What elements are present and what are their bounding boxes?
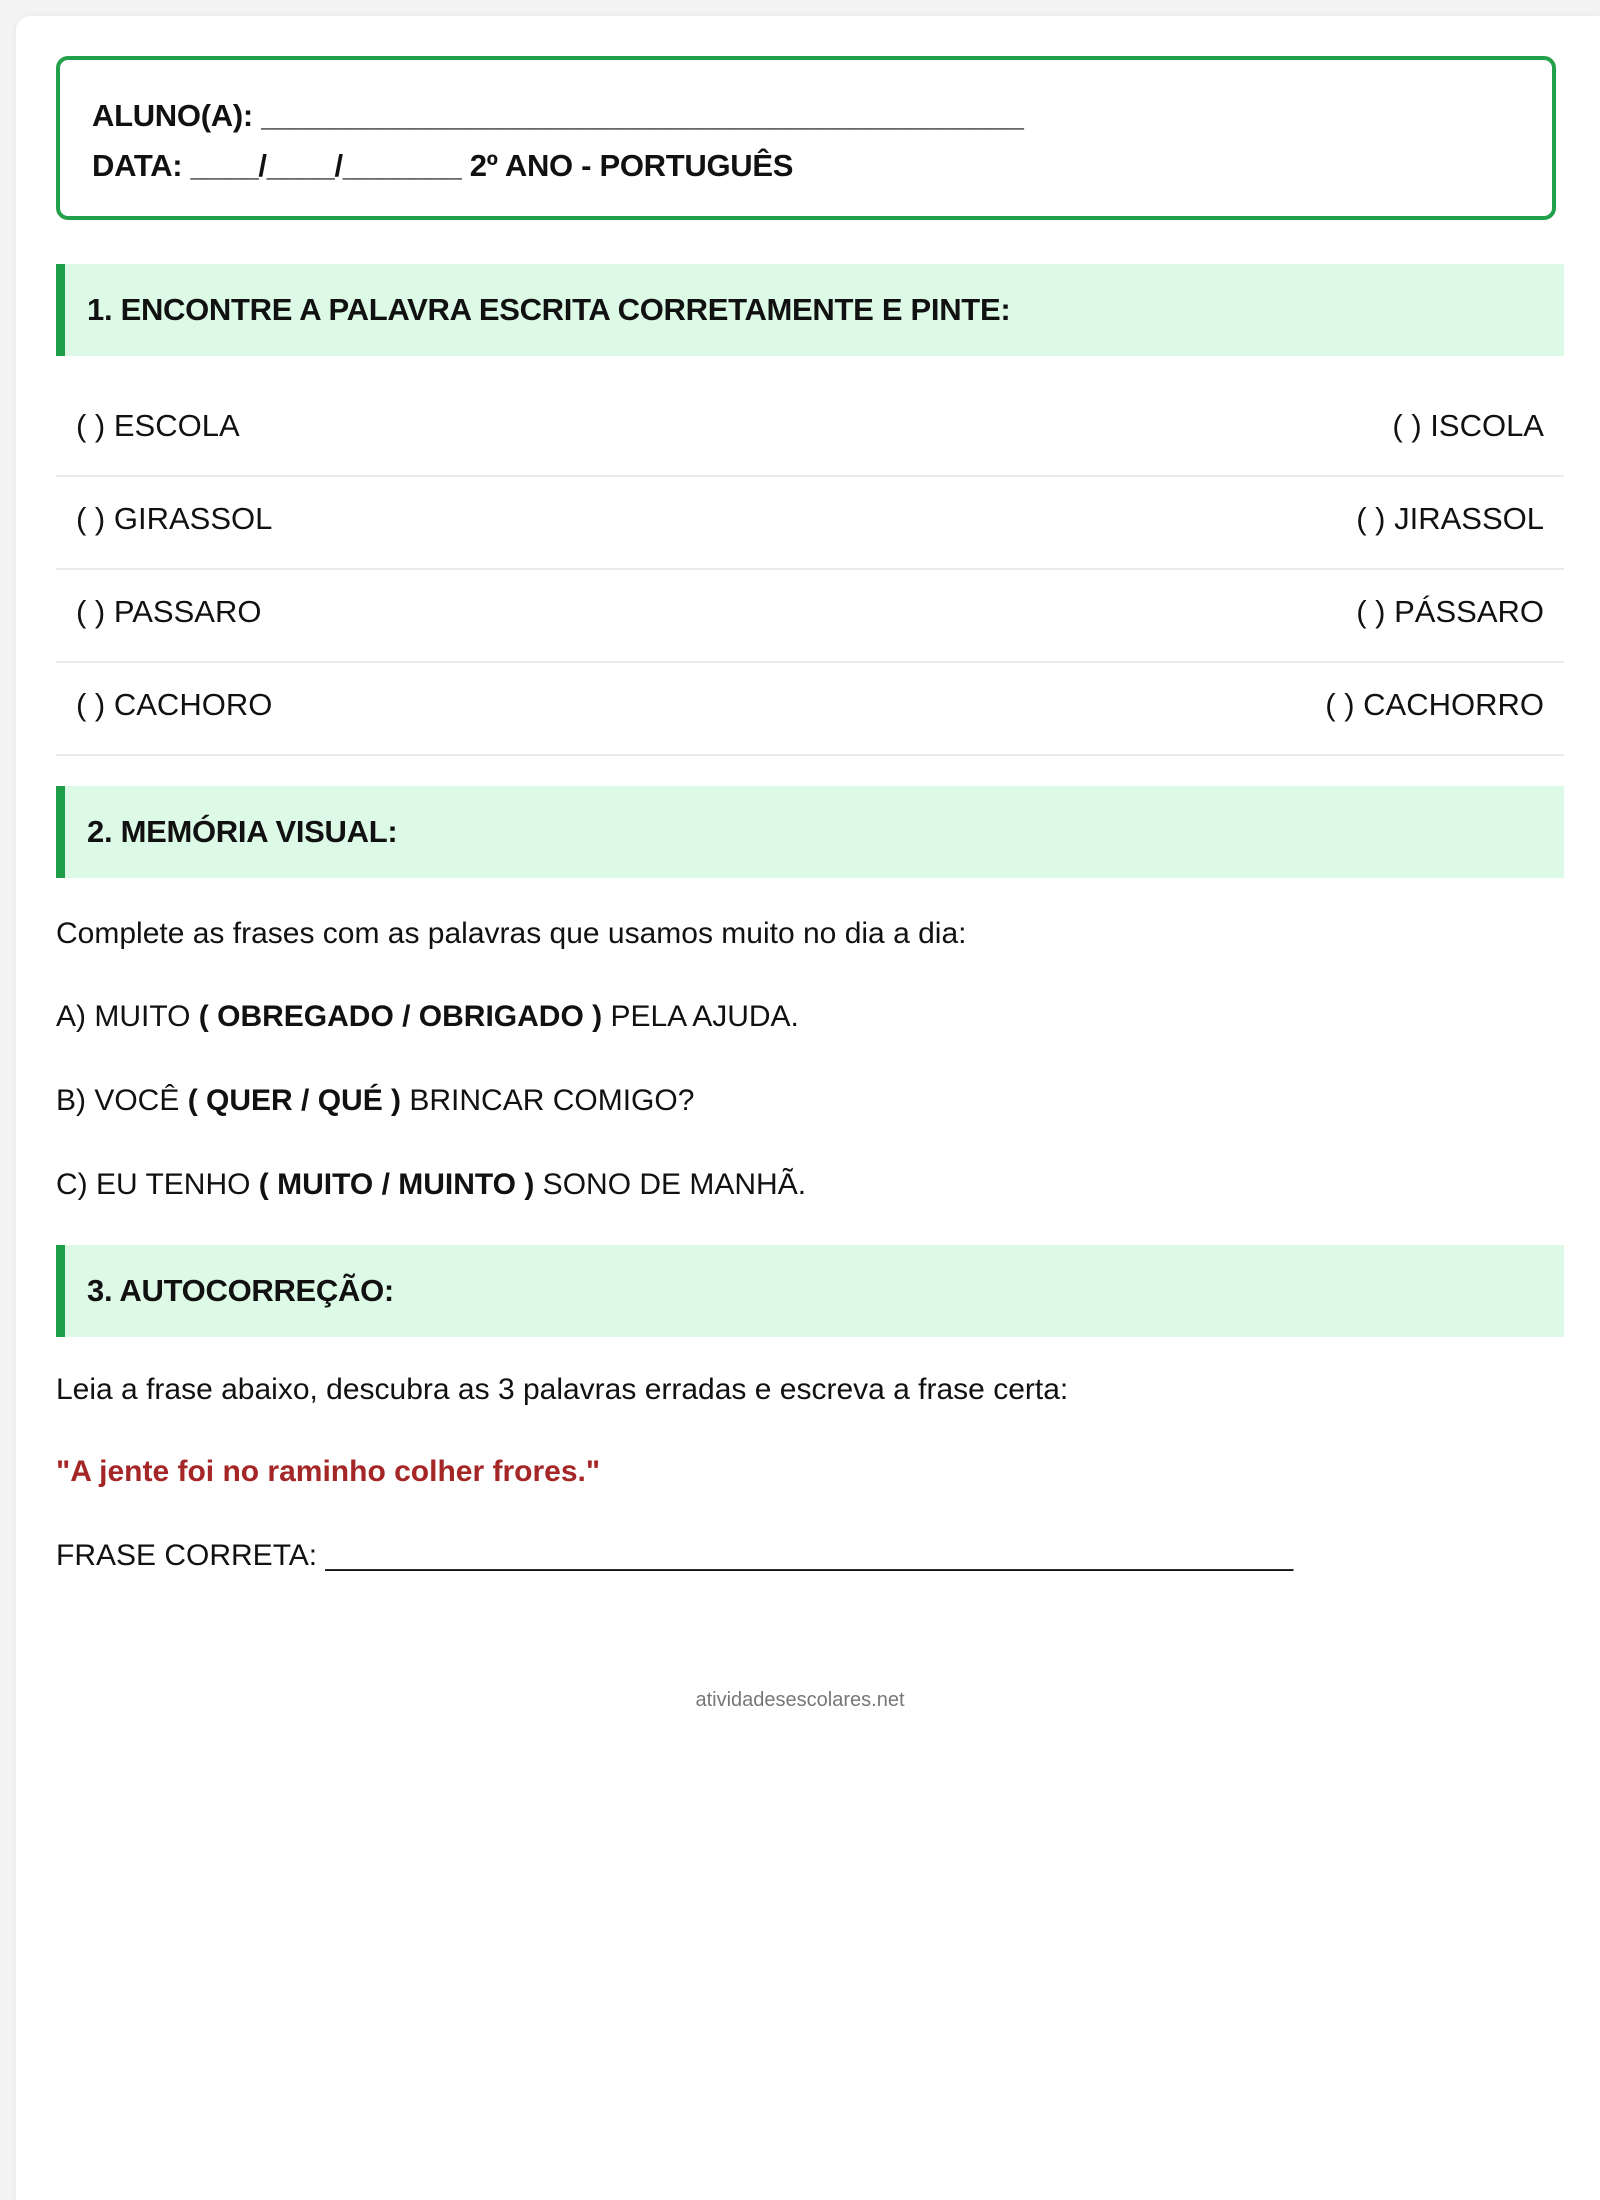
sentence-suffix: SONO DE MANHÃ. bbox=[534, 1168, 807, 1201]
section-1-heading: 1. ENCONTRE A PALAVRA ESCRITA CORRETAMENTE E PINTE: bbox=[87, 292, 1011, 327]
section-1-title bbox=[56, 264, 1564, 356]
sentence-prefix: C) EU TENHO bbox=[56, 1168, 259, 1201]
correct-sentence-blank[interactable]: __________________________________________________________ bbox=[325, 1539, 1294, 1572]
sentence-prefix: A) MUITO bbox=[56, 1000, 199, 1033]
correct-sentence-label: FRASE CORRETA: bbox=[56, 1539, 318, 1572]
option-left[interactable]: ( ) GIRASSOL bbox=[76, 501, 273, 536]
option-right[interactable]: ( ) JIRASSOL bbox=[1356, 501, 1544, 536]
date-blank[interactable]: ____/____/_______ bbox=[190, 148, 462, 183]
sentence-item-a bbox=[56, 1000, 799, 1034]
sentence-choice[interactable]: ( MUITO / MUINTO ) bbox=[258, 1168, 535, 1201]
section-3-heading: 3. AUTOCORREÇÃO: bbox=[87, 1273, 394, 1308]
option-left[interactable]: ( ) CACHORO bbox=[76, 687, 273, 722]
word-choice-row bbox=[56, 384, 1564, 477]
section-2-heading: 2. MEMÓRIA VISUAL: bbox=[87, 814, 398, 849]
date-label: DATA: bbox=[92, 148, 183, 183]
section-2-title bbox=[56, 786, 1564, 878]
grade-subject: 2º ANO - PORTUGUÊS bbox=[469, 148, 794, 183]
option-left[interactable]: ( ) ESCOLA bbox=[76, 408, 240, 443]
correct-sentence-line bbox=[56, 1539, 1293, 1573]
footer-site-credit: atividadesescolares.net bbox=[695, 1689, 905, 1711]
student-info-box bbox=[56, 56, 1556, 220]
sentence-prefix: B) VOCÊ bbox=[56, 1084, 188, 1117]
date-line bbox=[92, 148, 793, 184]
student-label: ALUNO(A): bbox=[92, 98, 253, 133]
sentence-suffix: BRINCAR COMIGO? bbox=[401, 1084, 695, 1117]
section-3-instruction: Leia a frase abaixo, descubra as 3 palavras erradas e escreva a frase certa: bbox=[56, 1373, 1069, 1406]
option-left[interactable]: ( ) PASSARO bbox=[76, 594, 262, 629]
sentence-choice[interactable]: ( OBREGADO / OBRIGADO ) bbox=[198, 1000, 603, 1033]
section-2-instruction: Complete as frases com as palavras que usamos muito no dia a dia: bbox=[56, 917, 967, 950]
word-choice-row bbox=[56, 477, 1564, 570]
option-right[interactable]: ( ) ISCOLA bbox=[1392, 408, 1544, 443]
sentence-suffix: PELA AJUDA. bbox=[602, 1000, 799, 1033]
incorrect-sentence: "A jente foi no raminho colher frores." bbox=[56, 1455, 601, 1488]
student-name-line bbox=[92, 98, 1024, 134]
student-name-blank[interactable]: _____________________________________________ bbox=[261, 98, 1024, 133]
sentence-item-c bbox=[56, 1168, 806, 1202]
sentence-choice[interactable]: ( QUER / QUÉ ) bbox=[187, 1084, 402, 1117]
section-3-title bbox=[56, 1245, 1564, 1337]
sentence-item-b bbox=[56, 1084, 694, 1118]
option-right[interactable]: ( ) PÁSSARO bbox=[1356, 594, 1544, 629]
option-right[interactable]: ( ) CACHORRO bbox=[1325, 687, 1544, 722]
word-choice-row bbox=[56, 570, 1564, 663]
word-choice-row bbox=[56, 663, 1564, 756]
